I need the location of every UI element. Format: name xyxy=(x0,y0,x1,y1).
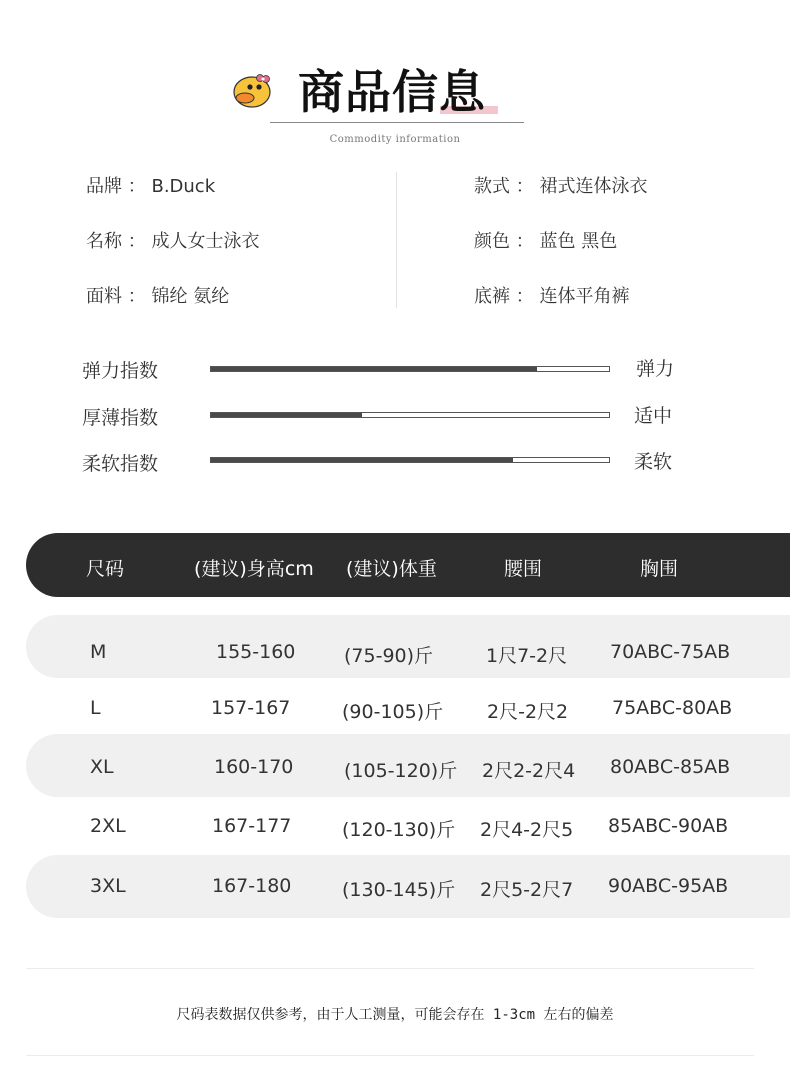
info-label: 品牌 ： xyxy=(86,176,146,197)
title-underline xyxy=(270,122,524,123)
info-value: 连体平角裤 xyxy=(539,286,630,307)
col-size: 尺码 xyxy=(86,558,125,580)
table-cell: 2尺-2尺2 xyxy=(487,701,569,723)
info-bottom xyxy=(474,282,629,308)
table-cell: 2尺5-2尺7 xyxy=(480,879,574,901)
table-cell: (120-130)斤 xyxy=(342,819,456,841)
thickness-bar-fill xyxy=(211,413,362,417)
table-cell: 1尺7-2尺 xyxy=(486,645,568,667)
footnote: 尺码表数据仅供参考，由于人工测量，可能会存在 1-3cm 左右的偏差 xyxy=(176,1007,614,1023)
duck-icon xyxy=(230,70,274,110)
table-cell: M xyxy=(90,641,107,663)
info-brand xyxy=(86,172,215,198)
table-cell: 2尺2-2尺4 xyxy=(482,760,576,782)
table-cell: L xyxy=(90,697,101,719)
info-value: B.Duck xyxy=(151,176,216,197)
info-fabric xyxy=(86,282,229,308)
table-cell: 90ABC-95AB xyxy=(608,875,729,897)
table-cell: (130-145)斤 xyxy=(342,879,456,901)
table-cell: 75ABC-80AB xyxy=(612,697,733,719)
col-bust: 胸围 xyxy=(640,558,679,580)
info-label: 款式 ： xyxy=(474,176,534,197)
divider xyxy=(26,1055,754,1056)
table-cell: (90-105)斤 xyxy=(342,701,444,723)
table-cell: 167-180 xyxy=(212,875,292,897)
elasticity-level: 弹力 xyxy=(636,358,675,380)
info-value: 蓝色 黑色 xyxy=(539,231,618,252)
page-title: 商品信息 xyxy=(298,65,486,119)
table-cell: (75-90)斤 xyxy=(344,645,434,667)
table-cell: 155-160 xyxy=(216,641,296,663)
col-weight: (建议)体重 xyxy=(346,558,437,580)
elasticity-bar xyxy=(210,366,610,372)
divider xyxy=(26,968,754,969)
table-cell: 3XL xyxy=(90,875,126,897)
info-color xyxy=(474,227,617,253)
info-value: 成人女士泳衣 xyxy=(151,231,260,252)
info-style xyxy=(474,172,647,198)
table-cell: 70ABC-75AB xyxy=(610,641,731,663)
softness-bar xyxy=(210,457,610,463)
info-value: 锦纶 氨纶 xyxy=(151,286,230,307)
info-label: 颜色 ： xyxy=(474,231,534,252)
softness-level: 柔软 xyxy=(634,451,673,473)
page-subtitle: Commodity information xyxy=(329,134,461,145)
info-divider xyxy=(396,172,397,308)
info-name xyxy=(86,227,259,253)
table-cell: 157-167 xyxy=(211,697,291,719)
col-height: (建议)身高cm xyxy=(194,558,314,580)
table-cell: 85ABC-90AB xyxy=(608,815,729,837)
elasticity-label: 弹力指数 xyxy=(82,360,159,382)
thickness-bar xyxy=(210,412,610,418)
info-value: 裙式连体泳衣 xyxy=(539,176,648,197)
softness-label: 柔软指数 xyxy=(82,453,159,475)
table-cell: 2XL xyxy=(90,815,126,837)
info-label: 面料 ： xyxy=(86,286,146,307)
table-cell: (105-120)斤 xyxy=(344,760,458,782)
table-cell: 160-170 xyxy=(214,756,294,778)
info-label: 底裤 ： xyxy=(474,286,534,307)
thickness-level: 适中 xyxy=(634,405,673,427)
thickness-label: 厚薄指数 xyxy=(82,407,159,429)
info-label: 名称 ： xyxy=(86,231,146,252)
table-cell: XL xyxy=(90,756,114,778)
elasticity-bar-fill xyxy=(211,367,537,371)
col-waist: 腰围 xyxy=(504,558,543,580)
table-cell: 167-177 xyxy=(212,815,292,837)
table-cell: 2尺4-2尺5 xyxy=(480,819,574,841)
softness-bar-fill xyxy=(211,458,513,462)
table-cell: 80ABC-85AB xyxy=(610,756,731,778)
